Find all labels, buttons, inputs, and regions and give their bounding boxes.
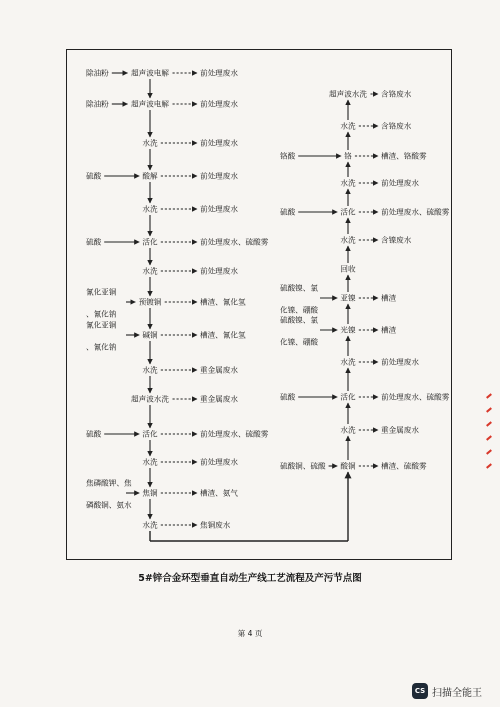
- process-step: 酸解: [142, 171, 158, 181]
- process-step: 酸铜: [340, 461, 356, 471]
- pollutant-output: 前处理废水、硫酸雾: [381, 392, 450, 402]
- process-step: 铬: [344, 151, 352, 161]
- pollutant-output: 前处理废水: [381, 357, 419, 367]
- process-step: 亚镍: [340, 293, 356, 303]
- input-material: 、氰化钠: [86, 309, 117, 319]
- pollutant-output: 槽渣、氨气: [200, 488, 238, 498]
- input-material: 铬酸: [280, 151, 296, 161]
- pollutant-output: 重金属废水: [200, 365, 238, 375]
- input-material: 硫酸铜、硫酸: [280, 461, 326, 471]
- process-step: 焦铜: [142, 488, 158, 498]
- pollutant-output: 重金属废水: [381, 425, 419, 435]
- pollutant-output: 含铬废水: [381, 89, 412, 99]
- pollutant-output: 焦铜废水: [200, 520, 231, 530]
- process-step: 水洗: [142, 266, 158, 276]
- pollutant-output: 前处理废水: [200, 68, 238, 78]
- pollutant-output: 前处理废水: [200, 99, 238, 109]
- pollutant-output: 前处理废水: [200, 204, 238, 214]
- pollutant-output: 前处理废水: [200, 266, 238, 276]
- input-material: 除油粉: [86, 99, 109, 109]
- scanner-watermark: [412, 683, 482, 699]
- pollutant-output: 前处理废水、硫酸雾: [381, 207, 450, 217]
- pollutant-output: 槽渣: [381, 325, 397, 335]
- pollutant-output: 前处理废水、硫酸雾: [200, 237, 269, 247]
- process-step: 预镀铜: [138, 297, 162, 307]
- process-step: 水洗: [340, 357, 356, 367]
- page-number: 第 4 页: [237, 629, 263, 638]
- margin-marks: [486, 395, 496, 485]
- process-step: 水洗: [340, 121, 356, 131]
- input-material: 硫酸: [86, 237, 102, 247]
- process-step: 水洗: [142, 204, 158, 214]
- process-step: 超声波水洗: [131, 394, 169, 404]
- pollutant-output: 槽渣、氰化氢: [200, 330, 246, 340]
- process-step: 水洗: [142, 365, 158, 375]
- input-material: 硫酸: [86, 429, 102, 439]
- process-step: 水洗: [142, 457, 158, 467]
- process-step: 回收: [340, 264, 356, 274]
- process-step: 水洗: [340, 235, 356, 245]
- process-step: 超声波水洗: [329, 89, 367, 99]
- pollutant-output: 前处理废水、硫酸雾: [200, 429, 269, 439]
- input-material: 、氰化钠: [86, 342, 117, 352]
- pollutant-output: 槽渣、氰化氢: [200, 297, 246, 307]
- input-material: 化镍、硼酸: [280, 337, 318, 347]
- input-material: 化镍、硼酸: [280, 305, 318, 315]
- input-material: 焦磷酸钾、焦: [86, 478, 132, 488]
- pollutant-output: 前处理废水: [200, 171, 238, 181]
- process-step: 活化: [142, 237, 158, 247]
- input-material: 硫酸: [280, 207, 296, 217]
- input-material: 硫酸镍、氯: [280, 283, 318, 293]
- input-material: 磷酸铜、氨水: [86, 500, 132, 510]
- pollutant-output: 槽渣、铬酸雾: [381, 151, 427, 161]
- input-material: 氰化亚铜: [86, 287, 117, 297]
- pollutant-output: 含镍废水: [381, 235, 412, 245]
- pollutant-output: 前处理废水: [200, 138, 238, 148]
- process-step: 超声波电解: [131, 68, 169, 78]
- process-step: 活化: [340, 392, 356, 402]
- process-step: 水洗: [142, 520, 158, 530]
- input-material: 硫酸: [86, 171, 102, 181]
- pollutant-output: 前处理废水: [381, 178, 419, 188]
- input-material: 硫酸: [280, 392, 296, 402]
- pollutant-output: 重金属废水: [200, 394, 238, 404]
- process-step: 活化: [142, 429, 158, 439]
- pollutant-output: 槽渣、硫酸雾: [381, 461, 427, 471]
- process-step: 超声波电解: [131, 99, 169, 109]
- pollutant-output: 前处理废水: [200, 457, 238, 467]
- process-step: 水洗: [340, 178, 356, 188]
- process-step: 水洗: [340, 425, 356, 435]
- watermark-text: 扫描全能王: [432, 687, 482, 699]
- pollutant-output: 含铬废水: [381, 121, 412, 131]
- process-step: 碱铜: [142, 330, 158, 340]
- input-material: 除油粉: [86, 68, 109, 78]
- input-material: 氰化亚铜: [86, 320, 117, 330]
- pollutant-output: 槽渣: [381, 293, 397, 303]
- cs-logo-icon: CS: [412, 683, 428, 699]
- process-step: 水洗: [142, 138, 158, 148]
- process-step: 光镍: [340, 325, 356, 335]
- input-material: 硫酸镍、氯: [280, 315, 318, 325]
- figure-caption: 5#锌合金环型垂直自动生产线工艺流程及产污节点图: [138, 573, 362, 584]
- process-step: 活化: [340, 207, 356, 217]
